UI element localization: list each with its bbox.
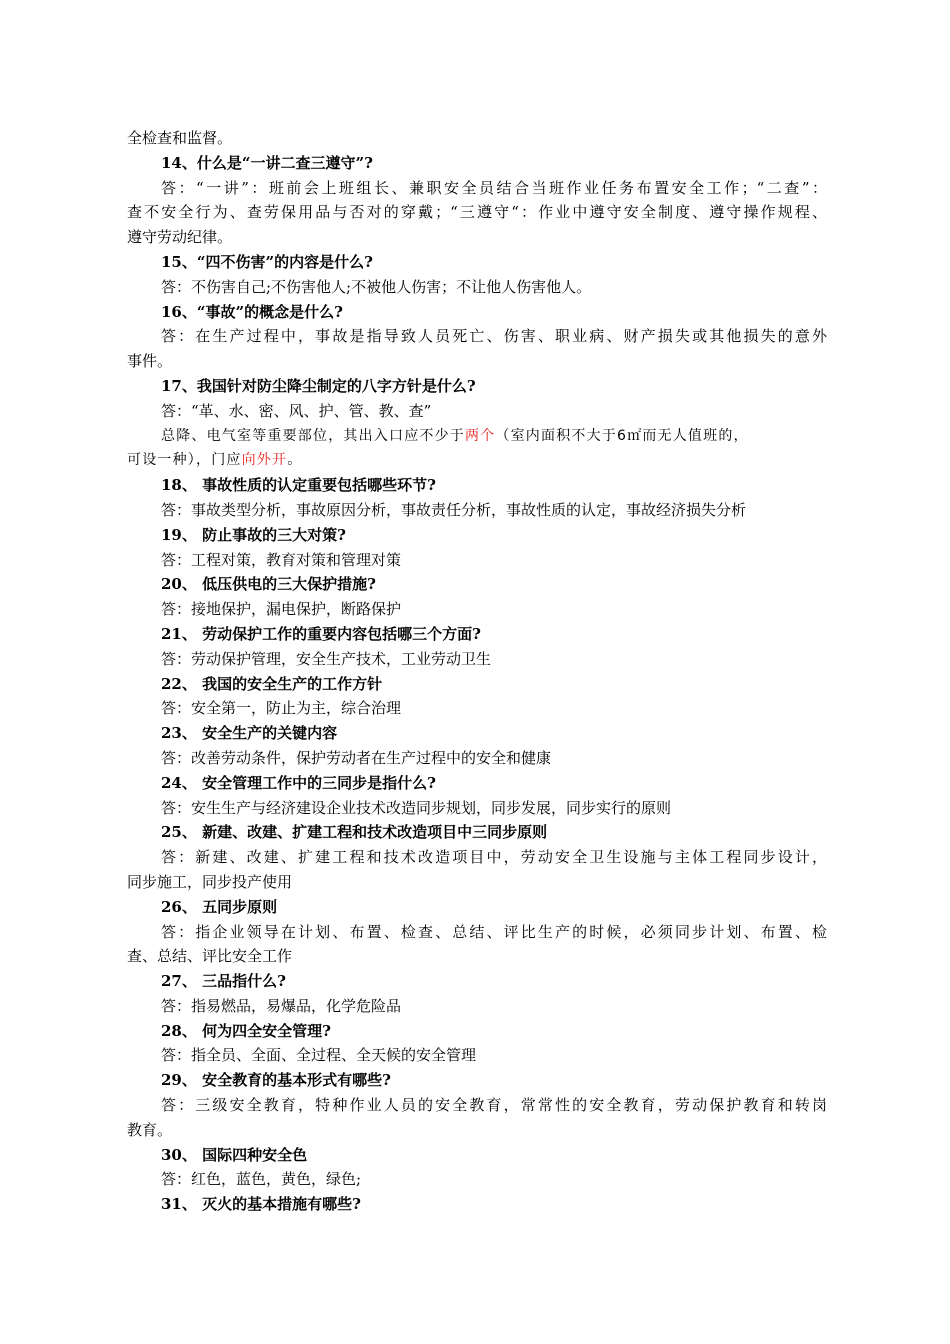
note-line (127, 448, 827, 473)
answer-line: 事件。 (127, 352, 173, 371)
answer-line: 答：指企业领导在计划、布置、检查、总结、评比生产的时候，必须同步计划、布置、检 (161, 922, 827, 941)
note-text: （室内面积不大于6㎡而无人值班的， (495, 427, 749, 444)
answer-line: 答：劳动保护管理，安全生产技术，工业劳动卫生 (161, 649, 492, 668)
answer-line: 答：改善劳动条件，保护劳动者在生产过程中的安全和健康 (161, 748, 552, 767)
note-text: 可设一种），门应 (127, 452, 242, 469)
answer-line: 答：红色，蓝色，黄色，绿色; (161, 1170, 362, 1189)
answer-line: 答：“革、水、密、风、护、管、教、查” (161, 401, 432, 420)
answer-line: 答：不伤害自己;不伤害他人;不被他人伤害；不让他人伤害他人。 (161, 277, 592, 296)
question-19: 19、 防止事故的三大对策? (161, 525, 346, 544)
question-25: 25、 新建、改建、扩建工程和技术改造项目中三同步原则 (161, 823, 548, 842)
question-28: 28、 何为四全安全管理? (161, 1021, 331, 1040)
answer-line: 同步施工，同步投产使用 (127, 872, 293, 891)
question-26: 26、 五同步原则 (161, 897, 278, 916)
question-23: 23、 安全生产的关键内容 (161, 724, 338, 743)
note-text: 总降、电气室等重要部位，其出入口应不少于 (161, 427, 465, 444)
answer-line: 答：“一讲”：班前会上班组长、兼职安全员结合当班作业任务布置安全工作；“二查”： (161, 178, 827, 197)
note-line (127, 424, 827, 449)
highlight-text: 向外开 (241, 452, 288, 469)
question-27: 27、 三品指什么? (161, 972, 286, 991)
answer-line: 答：新建、改建、扩建工程和技术改造项目中，劳动安全卫生设施与主体工程同步设计， (161, 848, 827, 867)
question-14: 14、什么是“一讲二查三遵守”? (161, 153, 373, 172)
question-24: 24、 安全管理工作中的三同步是指什么? (161, 773, 436, 792)
answer-line: 查不安全行为、查劳保用品与否对的穿戴；“三遵守“：作业中遵守安全制度、遵守操作规程、 (127, 203, 827, 222)
question-21: 21、 劳动保护工作的重要内容包括哪三个方面? (161, 624, 481, 643)
question-16: 16、“事故”的概念是什么? (161, 302, 343, 321)
question-30: 30、 国际四种安全色 (161, 1145, 308, 1164)
question-18: 18、 事故性质的认定重要包括哪些环节? (161, 476, 436, 495)
answer-line: 答：事故类型分析，事故原因分析，事故责任分析，事故性质的认定，事故经济损失分析 (161, 500, 747, 519)
answer-line: 查、总结、评比安全工作 (127, 947, 293, 966)
document-page (127, 126, 827, 1217)
answer-line: 答：工程对策，教育对策和管理对策 (161, 550, 402, 569)
question-17: 17、我国针对防尘降尘制定的八字方针是什么? (161, 376, 476, 395)
answer-line: 答：指全员、全面、全过程、全天候的安全管理 (161, 1046, 477, 1065)
answer-line: 答：接地保护，漏电保护，断路保护 (161, 600, 402, 619)
question-31: 31、 灭火的基本措施有哪些? (161, 1195, 361, 1214)
question-20: 20、 低压供电的三大保护措施? (161, 575, 376, 594)
answer-line: 教育。 (127, 1120, 173, 1139)
answer-line: 答：在生产过程中，事故是指导致人员死亡、伤害、职业病、财产损失或其他损失的意外 (161, 327, 827, 346)
question-22: 22、 我国的安全生产的工作方针 (161, 674, 383, 693)
note-text: 。 (287, 452, 303, 469)
answer-line: 遵守劳动纪律。 (127, 228, 233, 247)
answer-line: 答：安生生产与经济建设企业技术改造同步规划，同步发展，同步实行的原则 (161, 798, 672, 817)
question-15: 15、“四不伤害”的内容是什么? (161, 252, 373, 271)
answer-line: 答：安全第一，防止为主，综合治理 (161, 699, 402, 718)
answer-line: 全检查和监督。 (127, 129, 233, 147)
highlight-text: 两个 (465, 427, 496, 444)
question-29: 29、 安全教育的基本形式有哪些? (161, 1071, 391, 1090)
answer-line: 答：三级安全教育，特种作业人员的安全教育，常常性的安全教育，劳动保护教育和转岗 (161, 1096, 827, 1115)
answer-line: 答：指易燃品，易爆品，化学危险品 (161, 996, 402, 1015)
